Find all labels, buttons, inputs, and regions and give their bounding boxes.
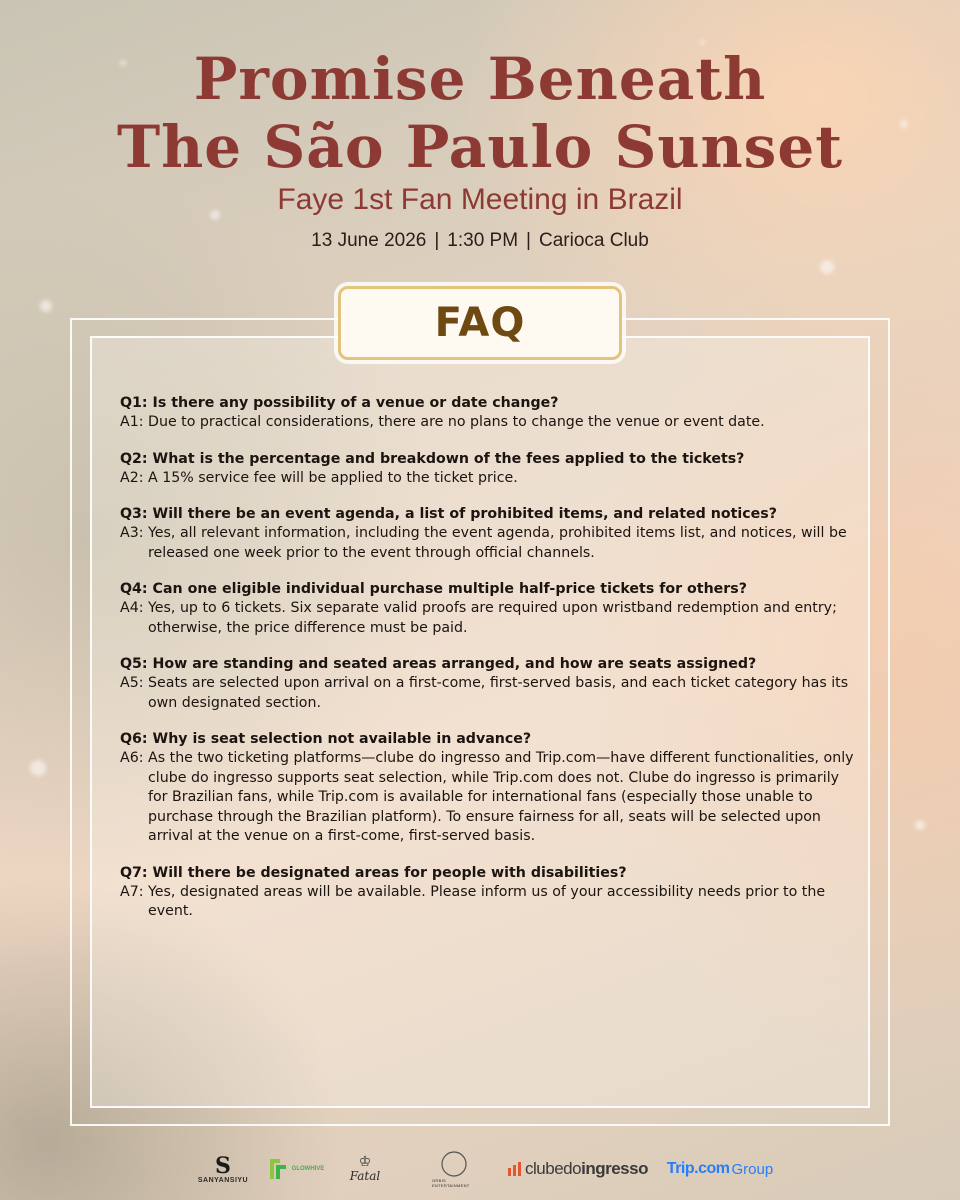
ingresso-text: ingresso — [581, 1159, 648, 1178]
group-text: Group — [731, 1160, 774, 1178]
orbis-logo — [432, 1146, 476, 1192]
event-time: 1:30 PM — [447, 230, 519, 251]
faq-item — [120, 394, 860, 433]
tripcom-logo — [664, 1146, 776, 1192]
faq-item — [120, 580, 860, 638]
clubedo-text: clubedo — [525, 1159, 582, 1178]
sparkle — [915, 820, 925, 830]
faq-answer: A3: Yes, all relevant information, including the event agenda, prohibited items list, and notices, will be released one week prior to the event through official channels. — [120, 525, 847, 561]
faq-answer: A6: As the two ticketing platforms—clube do ingresso and Trip.com—have different functionalities, only clube do ingresso supports seat selection, while Trip.com does not. Clube do ingresso is primarily for Brazilian fans, while Trip.com is available for international fans (especially those unable to purchase through the Brazilian platform). To ensure fairness for all, seats will be selected upon arrival at the venue on a first-come, first-served basis. — [120, 750, 854, 844]
faq-question: Q7: Will there be designated areas for people with disabilities? — [120, 864, 627, 881]
clubedoingresso-logo — [508, 1146, 648, 1192]
orbis-circle-icon — [440, 1150, 468, 1178]
faq-question: Q4: Can one eligible individual purchase multiple half-price tickets for others? — [120, 581, 747, 597]
s-mark-icon: S — [215, 1152, 231, 1179]
event-title-line2: The São Paulo Sunset — [116, 113, 844, 181]
event-subtitle: Faye 1st Fan Meeting in Brazil — [277, 183, 683, 216]
glowhive-text: GLOWHIVE — [291, 1166, 325, 1172]
faq-answer: A2: A 15% service fee will be applied to the ticket price. — [120, 469, 518, 486]
faq-list — [120, 394, 860, 939]
faq-question: Q1: Is there any possibility of a venue or date change? — [120, 395, 559, 411]
faq-answer: A5: Seats are selected upon arrival on a first-come, first-served basis, and each ticket category has its own designated section. — [120, 675, 849, 711]
faq-item — [120, 864, 860, 922]
glowhive-logo — [262, 1146, 328, 1192]
separator: | — [526, 230, 531, 251]
faq-question: Q2: What is the percentage and breakdown of the fees applied to the tickets? — [120, 450, 745, 467]
fatal-text: Fatal — [349, 1169, 381, 1183]
faq-question: Q5: How are standing and seated areas arranged, and how are seats assigned? — [120, 656, 757, 672]
faq-item — [120, 730, 860, 847]
faq-item — [120, 450, 860, 489]
faq-question: Q3: Will there be an event agenda, a list of prohibited items, and related notices? — [120, 506, 777, 522]
faq-badge — [338, 286, 622, 360]
event-title-line1: Promise Beneath — [193, 45, 767, 113]
glowhive-mark-icon — [266, 1155, 290, 1183]
sparkle — [30, 760, 46, 776]
sparkle — [40, 300, 52, 312]
faq-answer: A7: Yes, designated areas will be available. Please inform us of your accessibility needs prior to the event. — [120, 883, 826, 919]
sanyansiyu-logo — [188, 1146, 258, 1192]
separator: | — [434, 230, 440, 251]
fatal-logo — [340, 1146, 390, 1192]
crown-icon: ♔ — [358, 1154, 372, 1170]
tripcom-text: Trip.com — [666, 1160, 730, 1177]
faq-question: Q6: Why is seat selection not available in advance? — [120, 731, 532, 747]
sparkle — [820, 260, 834, 274]
orbis-text: ORBIS ENTERTAINMENT — [432, 1178, 470, 1188]
event-venue: Carioca Club — [538, 230, 649, 251]
faq-item — [120, 655, 860, 713]
sponsor-logos — [0, 1146, 960, 1192]
event-meta — [0, 226, 960, 256]
sanyansiyu-text: SANYANSIYU — [197, 1176, 249, 1184]
bar-chart-icon — [508, 1162, 522, 1176]
faq-heading: FAQ — [434, 300, 526, 346]
event-date: 13 June 2026 — [311, 230, 427, 251]
faq-item — [120, 505, 860, 563]
faq-answer: A1: Due to practical considerations, there are no plans to change the venue or event date. — [120, 414, 765, 430]
faq-answer: A4: Yes, up to 6 tickets. Six separate valid proofs are required upon wristband redemption and entry; otherwise, the price difference must be paid. — [120, 600, 837, 636]
